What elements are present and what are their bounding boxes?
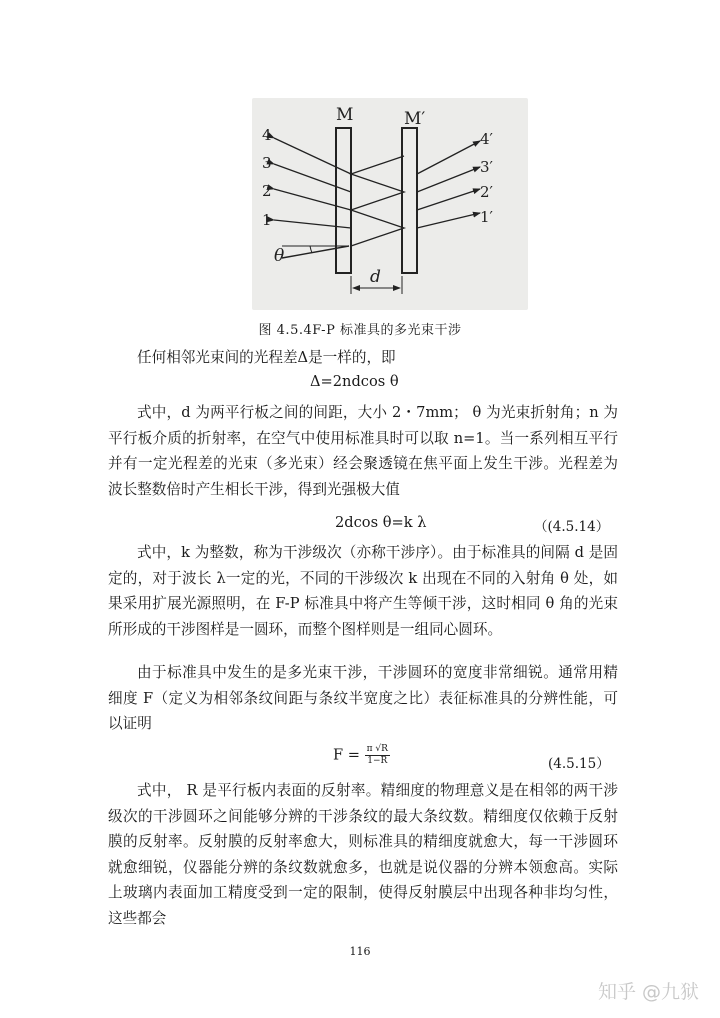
figure-caption: 图 4.5.4F-P 标准具的多光束干涉 [258,323,462,338]
label-ray-right-1: 1′ [480,208,493,226]
label-ray-right-3: 3′ [480,158,493,176]
transmitted-ray-3 [417,167,480,192]
angle-arc [310,246,312,253]
label-mirror-m: M [336,105,354,125]
equation-finesse-lhs: F = [333,746,365,764]
reflected-ray-2 [274,189,351,210]
label-ray-right-4: 4′ [480,130,493,148]
page-number: 116 [349,945,371,958]
equation-finesse [333,744,390,767]
equation-finesse-fraction [365,744,390,767]
label-ray-left-2: 2 [262,182,272,200]
label-ray-left-3: 3 [262,154,272,172]
mirror-m-prime [402,128,417,273]
label-ray-right-2: 2′ [480,183,493,201]
equation-finesse-denominator: 1−R [367,756,388,766]
reflected-ray-1 [274,220,351,228]
paragraph-4: 由于标准具中发生的是多光束干涉，干涉圆环的宽度非常细锐。通常用精细度 F（定义为相邻条纹间距与条纹半宽度之比）表征标准具的分辨性能，可以证明 [108,664,618,732]
paragraph-2: 式中，d 为两平行板之间的间距，大小 2・7mm； θ 为光束折射角；n 为平行板介质的折射率，在空气中使用标准具时可以取 n=1。当一系列相互平行并有一定光程差的光束（多光束）经会聚透镜在焦平面上发生干涉。光程差为波长整数倍时产生相长干涉，得到光强极大值 [108,404,618,498]
transmitted-ray-4 [417,141,480,174]
figure-fp-etalon [252,98,528,310]
internal-reflections [351,156,404,246]
label-mirror-m-prime: M′ [404,109,426,129]
paragraph-5: 式中， R 是平行板内表面的反射率。精细度的物理意义是在相邻的两干涉级次的干涉圆环之间能够分辨的干涉条纹的最大条纹数。精细度仅依赖于反射膜的反射率。反射膜的反射率愈大，则标准具的精细度就愈大，每一干涉圆环就愈细锐，仪器能分辨的条纹数就愈多，也就是说仪器的分辨本领愈高。实际上玻璃内表面加工精度受到一定的限制，使得反射膜层中出现各种非均匀性，这些都会 [108,782,618,927]
equation-finesse-numerator: π √R [366,744,388,754]
fp-etalon-diagram [252,98,528,310]
label-theta: θ [274,246,285,266]
mirror-m [336,128,351,273]
label-ray-left-4: 4 [262,126,272,144]
zhihu-watermark: 知乎 @九狱 [598,981,700,1003]
label-ray-left-1: 1 [262,211,272,229]
paragraph-3: 式中，k 为整数，称为干涉级次（亦称干涉序）。由于标准具的间隔 d 是固定的，对于波长 λ一定的光，不同的干涉级次 k 出现在不同的入射角 θ 处，如果采用扩展光源照明，在 F-P 标准具中将产生等倾干涉，这时相同 θ 角的光束所形成的干涉图样是一圆环，而整个图样则是一组同心圆环。 [108,544,618,638]
paragraph-1: 任何相邻光束间的光程差Δ是一样的，即 [137,349,396,366]
transmitted-ray-2 [417,189,480,210]
label-gap-d: d [370,267,381,287]
equation-number-4-5-15: (4.5.15） [548,756,610,772]
equation-number-4-5-14: （(4.5.14） [534,519,610,535]
equation-constructive-interference: 2dcos θ=k λ [335,514,427,531]
transmitted-ray-1 [417,213,480,228]
equation-path-difference: Δ=2ndcos θ [310,373,399,390]
incident-ray [282,246,349,258]
